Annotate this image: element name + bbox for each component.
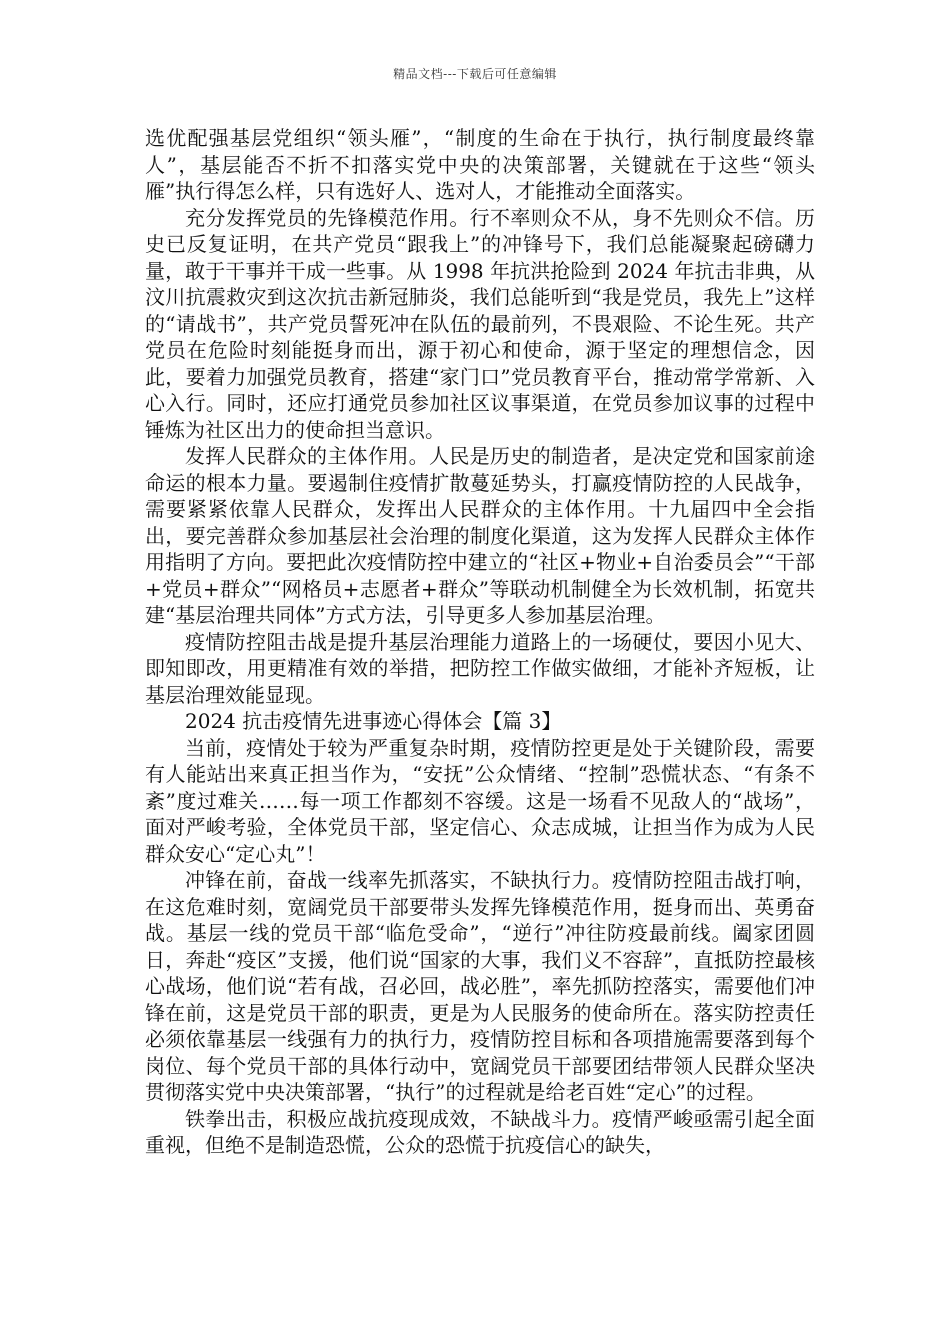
document-body xyxy=(145,125,815,1159)
paragraph-5: 当前，疫情处于较为严重复杂时期，疫情防控更是处于关键阶段，需要有人能站出来真正担当作为，“安抚”公众情绪、“控制”恐慌状态、“有条不紊”度过难关……每一项工作都刻不容缓。这是一场看不见敌人的“战场”，面对严峻考验，全体党员干部，坚定信心、众志成城，让担当作为成为人民群众安心“定心丸”！ xyxy=(145,735,815,866)
page-header: 精品文档---下载后可任意编辑 xyxy=(393,67,557,81)
paragraph-4: 疫情防控阻击战是提升基层治理能力道路上的一场硬仗，要因小见大、即知即改，用更精准有效的举措，把防控工作做实做细，才能补齐短板，让基层治理效能显现。 xyxy=(145,629,815,707)
paragraph-2: 充分发挥党员的先锋模范作用。行不率则众不从，身不先则众不信。历史已反复证明，在共产党员“跟我上”的冲锋号下，我们总能凝聚起磅礴力量，敢于干事并干成一些事。从 1998 年抗洪抢险到 2024 年抗击非典，从汶川抗震救灾到这次抗击新冠肺炎，我们总能听到“我是党员，我先上”这样的“请战书”，共产党员誓死冲在队伍的最前列，不畏艰险、不论生死。共产党员在危险时刻能挺身而出，源于初心和使命，源于坚定的理想信念，因此，要着力加强党员教育，搭建“家门口”党员教育平台，推动常学常新、入心入行。同时，还应打通党员参加社区议事渠道，在党员参加议事的过程中锤炼为社区出力的使命担当意识。 xyxy=(145,205,815,442)
paragraph-3: 发挥人民群众的主体作用。人民是历史的制造者，是决定党和国家前途命运的根本力量。要遏制住疫情扩散蔓延势头，打赢疫情防控的人民战争，需要紧紧依靠人民群众，发挥出人民群众的主体作用。十九届四中全会指出，要完善群众参加基层社会治理的制度化渠道，这为发挥人民群众主体作用指明了方向。要把此次疫情防控中建立的“社区+物业+自治委员会”“干部+党员+群众”“网格员+志愿者+群众”等联动机制健全为长效机制，拓宽共建“基层治理共同体”方式方法，引导更多人参加基层治理。 xyxy=(145,444,815,627)
paragraph-1: 选优配强基层党组织“领头雁”，“制度的生命在于执行，执行制度最终靠人”，基层能否不折不扣落实党中央的决策部署，关键就在于这些“领头雁”执行得怎么样，只有选好人、选对人，才能推动全面落实。 xyxy=(145,126,815,203)
section-title: 2024 抗击疫情先进事迹心得体会【篇 3】 xyxy=(185,709,562,733)
paragraph-6: 冲锋在前，奋战一线率先抓落实，不缺执行力。疫情防控阻击战打响，在这危难时刻，宽阔党员干部要带头发挥先锋模范作用，挺身而出、英勇奋战。基层一线的党员干部“临危受命”，“逆行”冲往防疫最前线。阖家团圆日，奔赴“疫区”支援，他们说“国家的大事，我们义不容辞”，直抵防控最核心战场，他们说“若有战，召必回，战必胜”，率先抓防控落实，需要他们冲锋在前，这是党员干部的职责，更是为人民服务的使命所在。落实防控责任必须依靠基层一线强有力的执行力，疫情防控目标和各项措施需要落到每个岗位、每个党员干部的具体行动中，宽阔党员干部要团结带领人民群众坚决贯彻落实党中央决策部署，“执行”的过程就是给老百姓“定心”的过程。 xyxy=(145,868,815,1104)
paragraph-7: 铁拳出击，积极应战抗疫现成效，不缺战斗力。疫情严峻亟需引起全面重视，但绝不是制造恐慌，公众的恐慌于抗疫信心的缺失， xyxy=(145,1106,815,1157)
